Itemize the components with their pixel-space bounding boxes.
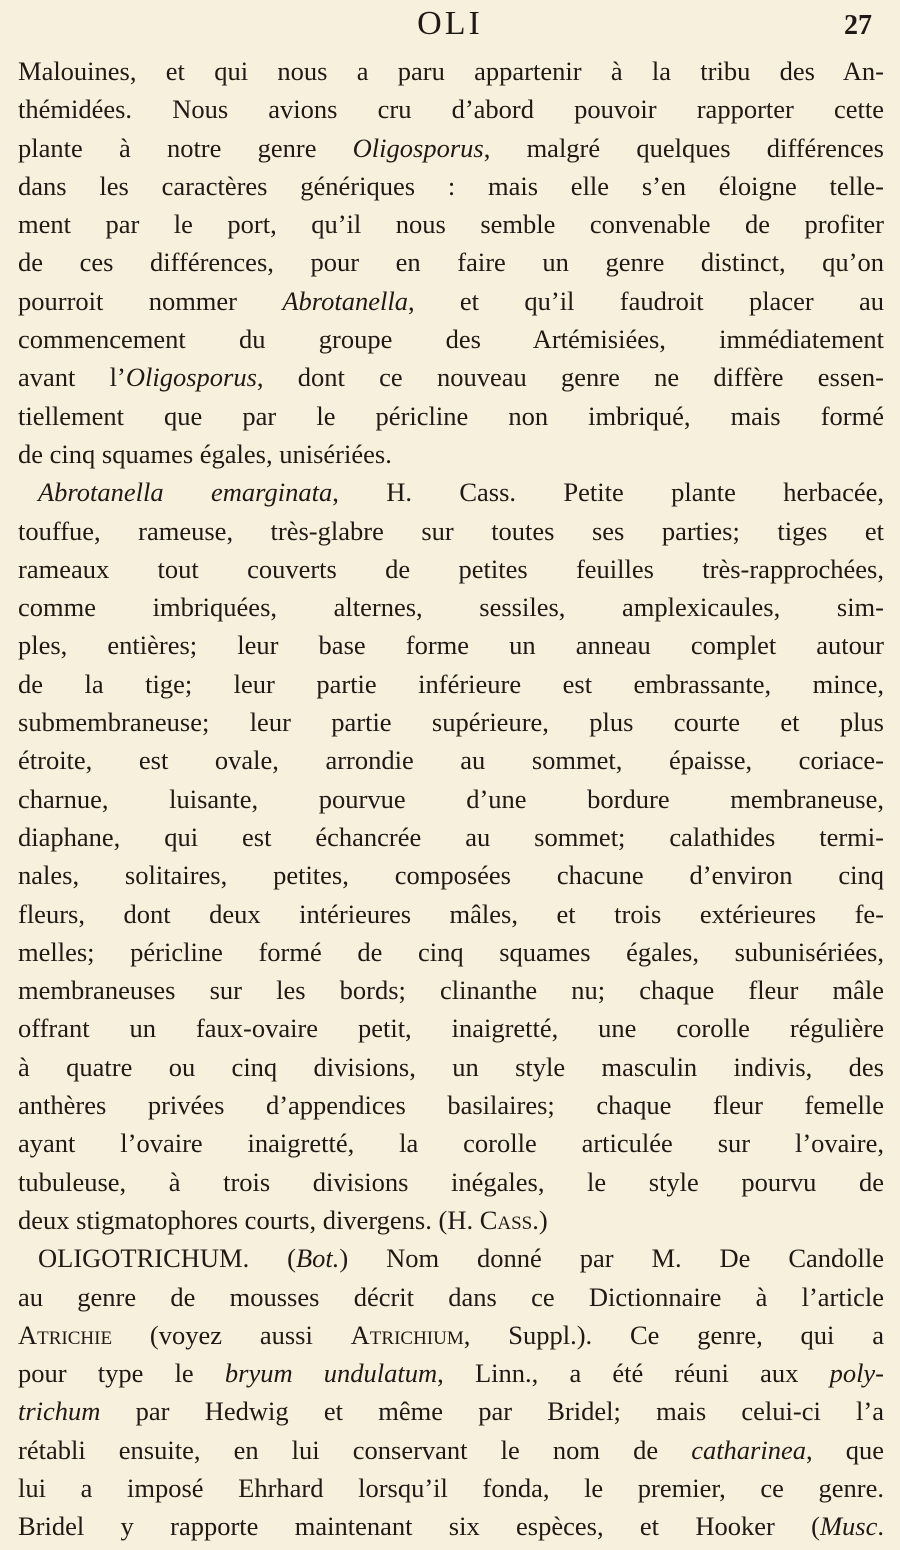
text-line: nales, solitaires, petites, composées chacune d’environ cinq [18,860,884,891]
text-line: de la tige; leur partie inférieure est embrassante, mince, [18,668,884,699]
text-line: comme imbriquées, alternes, sessiles, amplexicaules, sim- [18,592,884,623]
text-line: Abrotanella emarginata, H. Cass. Petite plante herbacée, [38,477,884,508]
taxon-name: trichum [18,1396,101,1427]
work-abbrev: Musc [819,1511,878,1542]
taxon-name: bryum undulatum [224,1358,438,1389]
text-line: OLIGOTRICHUM. (Bot.) Nom donné par M. De Candolle [38,1243,885,1274]
text-line: fleurs, dont deux intérieures mâles, et trois extérieures fe- [18,898,884,929]
text-line: rameaux tout couverts de petites feuilles très-rapprochées, [18,553,884,584]
text-line: rétabli ensuite, en lui conservant le nom de catharinea, que [18,1434,884,1465]
text-line: Bridel y rapporte maintenant six espèces, et Hooker (Musc. [18,1511,884,1542]
text-line: touffue, rameuse, très-glabre sur toutes ses parties; tiges et [18,515,884,546]
text-line: Malouines, et qui nous a paru appartenir à la tribu des An- [18,56,884,86]
text-line: lui a imposé Ehrhard lorsqu’il fonda, le premier, ce genre. [18,1472,884,1503]
text-line: offrant un faux-ovaire petit, inaigretté, une corolle régulière [18,1013,884,1044]
body-text [18,52,884,1546]
cross-reference: Atrichie [18,1319,113,1350]
text-line: Atrichie (voyez aussi Atrichium, Suppl.). Ce genre, qui a [18,1319,884,1350]
page-number: 27 [844,10,872,41]
running-head-title: OLI [417,5,483,42]
text-line: de cinq squames égales, unisériées. [18,438,392,469]
text-line: deux stigmatophores courts, divergens. (H. Cass.) [18,1204,548,1235]
text-line: thémidées. Nous avions cru d’abord pouvoir rapporter cette [18,94,884,125]
text-line: à quatre ou cinq divisions, un style masculin indivis, des [18,1051,884,1082]
text-line: submembraneuse; leur partie supérieure, plus courte et plus [18,707,884,738]
text-line: pourroit nommer Abrotanella, et qu’il faudroit placer au [18,285,885,316]
text-line: diaphane, qui est échancrée au sommet; calathides termi- [18,821,884,852]
text-line: de ces différences, pour en faire un genre distinct, qu’on [18,247,884,278]
author-abbrev: Cass [479,1204,533,1235]
running-head [0,2,900,50]
taxon-name: Abrotanella [282,285,408,316]
text-line: membraneuses sur les bords; clinanthe nu; chaque fleur mâle [18,975,884,1006]
text-line: ment par le port, qu’il nous semble convenable de profiter [18,209,884,240]
taxon-name: Abrotanella emarginata [38,477,333,508]
text-line: dans les caractères génériques : mais elle s’en éloigne telle- [18,170,884,201]
text-line: ayant l’ovaire inaigretté, la corolle articulée sur l’ovaire, [18,1128,884,1159]
text-line: commencement du groupe des Artémisiées, immédiatement [18,324,884,355]
text-line: au genre de mousses décrit dans ce Dictionnaire à l’article [18,1281,884,1312]
taxon-name: Oligosporus [352,132,484,163]
taxon-name: catharinea [691,1434,806,1465]
text-line: avant l’Oligosporus, dont ce nouveau genre ne diffère essen- [18,362,884,393]
text-line: tubuleuse, à trois divisions inégales, le style pourvu de [18,1166,884,1197]
text-line: anthères privées d’appendices basilaires; chaque fleur femelle [18,1090,884,1121]
text-line: melles; péricline formé de cinq squames égales, subunisériées, [18,936,884,967]
text-line: tiellement que par le péricline non imbriqué, mais formé [18,400,884,431]
taxon-name: poly- [829,1358,885,1389]
domain-abbrev: Bot. [295,1243,340,1274]
cross-reference: Atrichium [350,1319,464,1350]
text-line: étroite, est ovale, arrondie au sommet, épaisse, coriace- [18,745,884,776]
text-line: ples, entières; leur base forme un anneau complet autour [18,630,884,661]
text-line: plante à notre genre Oligosporus, malgré quelques différences [18,132,884,163]
text-line: charnue, luisante, pourvue d’une bordure membraneuse, [18,783,884,814]
text-line: pour type le bryum undulatum, Linn., a été réuni aux poly- [18,1358,885,1389]
taxon-name: Oligosporus [125,362,257,393]
text-line: trichum par Hedwig et même par Bridel; mais celui-ci l’a [18,1396,884,1427]
